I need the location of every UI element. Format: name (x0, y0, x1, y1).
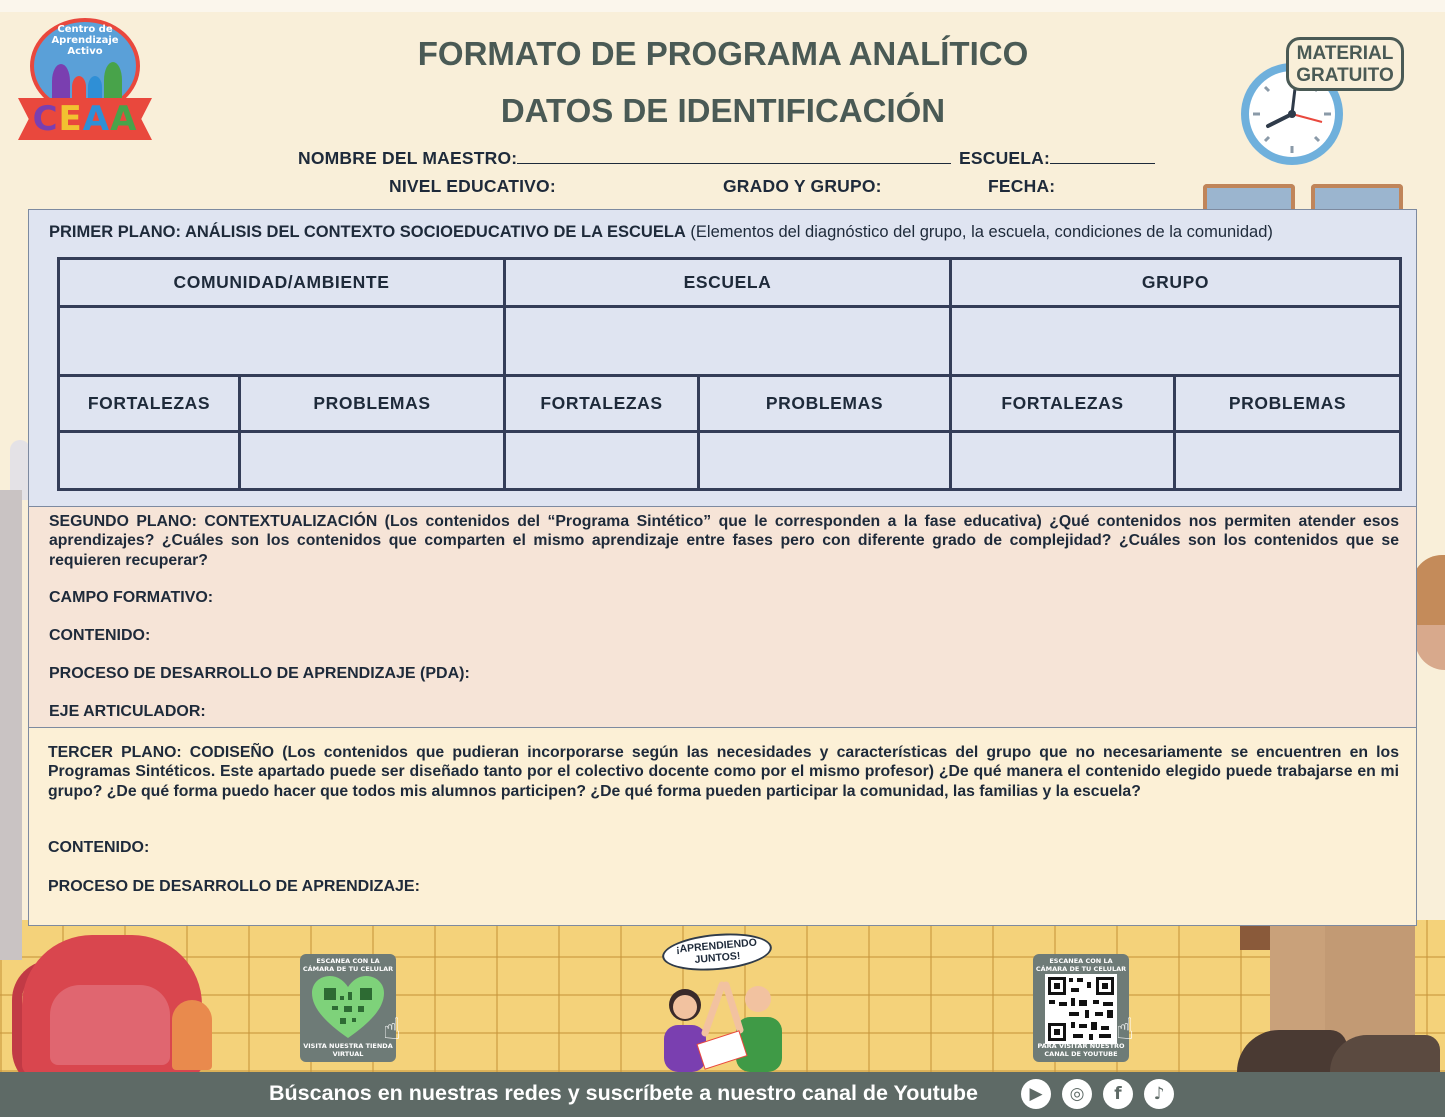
badge-line2: GRATUITO (1296, 65, 1394, 86)
codiseno-proceso-label[interactable]: PROCESO DE DESARROLLO DE APRENDIZAJE: (48, 878, 420, 895)
comunidad-fortalezas-header: FORTALEZAS (59, 376, 240, 432)
left-post (0, 490, 22, 960)
person-leg (1270, 925, 1330, 1045)
logo-letters: CEAA (32, 99, 138, 139)
qr-youtube-card[interactable] (1033, 954, 1129, 1062)
teacher-field[interactable] (298, 147, 951, 169)
comunidad-fortalezas-cell[interactable] (59, 432, 240, 490)
eje-articulador-label[interactable]: EJE ARTICULADOR: (49, 703, 206, 720)
wall-top (0, 0, 1445, 12)
contenido-label[interactable]: CONTENIDO: (49, 627, 151, 644)
primer-plano-title: PRIMER PLANO: ANÁLISIS DEL CONTEXTO SOCIOEDUCATIVO DE LA ESCUELA (49, 223, 686, 241)
desk-leg (1240, 925, 1270, 950)
facebook-icon[interactable]: f (1103, 1079, 1133, 1109)
school-line[interactable] (1050, 147, 1155, 164)
qr-youtube-footer: PARA VISITAR NUESTRO CANAL DE YOUTUBE (1037, 1042, 1125, 1058)
ceaa-logo (18, 14, 152, 138)
tercer-plano-panel (28, 728, 1417, 926)
qr-youtube-caption: ESCANEA CON LA CÁMARA DE TU CELULAR (1035, 957, 1127, 973)
teacher-line[interactable] (517, 147, 951, 164)
footer-text: Búscanos en nuestras redes y suscríbete a nuestro canal de Youtube (269, 1081, 978, 1105)
material-gratuito-badge (1286, 37, 1404, 91)
escuela-problemas-header: PROBLEMAS (699, 376, 951, 432)
logo-arc-text: Centro de Aprendizaje Activo (51, 24, 119, 57)
column-grupo: GRUPO (951, 259, 1401, 307)
heart-qr-icon (312, 976, 384, 1040)
tercer-plano-text: TERCER PLANO: CODISEÑO (Los contenidos que pudieran incorporarse según las necesidades y características del grupo que no necesariamente se encuentren en los Programas Sintéticos. Este apartado puede ser diseñado tanto por el colectivo docente como por el mismo profesor) ¿De qué manera el contenido elegido puede trabajarse en mi grupo? ¿De qué forma puedo hacer que todos mis alumnos participen? ¿De qué forma pueden participar la comunidad, las familias y la escuela? (48, 744, 1399, 800)
school-field[interactable] (959, 147, 1155, 169)
person-leg (1325, 925, 1415, 1045)
comunidad-problemas-cell[interactable] (240, 432, 505, 490)
pointer-hand-icon: ☝ (1116, 1012, 1135, 1047)
primer-plano-note: (Elementos del diagnóstico del grupo, la escuela, condiciones de la comunidad) (690, 223, 1273, 241)
column-comunidad: COMUNIDAD/AMBIENTE (59, 259, 505, 307)
comunidad-problemas-header: PROBLEMAS (240, 376, 505, 432)
primer-plano-heading (49, 222, 1399, 242)
date-label: FECHA: (988, 176, 1056, 196)
codiseno-contenido-label[interactable]: CONTENIDO: (48, 839, 150, 856)
icecream-illustration (172, 1000, 212, 1070)
backpack-pocket (50, 985, 170, 1065)
qr-code-icon (1045, 974, 1117, 1044)
grade-label: GRADO Y GRUPO: (723, 176, 882, 196)
grupo-fortalezas-header: FORTALEZAS (951, 376, 1175, 432)
segundo-plano-panel (28, 507, 1417, 728)
grupo-cell[interactable] (951, 307, 1401, 376)
qr-tienda-footer: VISITA NUESTRA TIENDA VIRTUAL (303, 1042, 393, 1058)
badge-line1: MATERIAL (1296, 43, 1394, 64)
instagram-icon[interactable]: ◎ (1062, 1079, 1092, 1109)
escuela-fortalezas-header: FORTALEZAS (505, 376, 699, 432)
pda-label[interactable]: PROCESO DE DESARROLLO DE APRENDIZAJE (PDA): (49, 665, 470, 682)
segundo-plano-text: SEGUNDO PLANO: CONTEXTUALIZACIÓN (Los contenidos del “Programa Sintético” que le corresponden a la fase educativa) ¿Qué contenidos nos permiten atender esos aprendizajes? ¿Cuáles son los contenidos que comparten el mismo aprendizaje entre fases pero con diferente grado de complejidad? ¿Cuáles son los contenidos que se requieren recuperar? (49, 513, 1399, 569)
teacher-label: NOMBRE DEL MAESTRO: (298, 148, 518, 168)
speech-bubble: ¡APRENDIENDO JUNTOS! (661, 929, 774, 974)
context-table (57, 257, 1402, 491)
qr-tienda-card[interactable] (300, 954, 396, 1062)
page-title: FORMATO DE PROGRAMA ANALÍTICO (417, 35, 1029, 72)
person-shoe (1330, 1035, 1440, 1072)
comunidad-cell[interactable] (59, 307, 505, 376)
qr-tienda-caption: ESCANEA CON LA CÁMARA DE TU CELULAR (302, 957, 394, 973)
escuela-fortalezas-cell[interactable] (505, 432, 699, 490)
pointer-hand-icon: ☝ (383, 1012, 402, 1047)
escuela-cell[interactable] (505, 307, 951, 376)
escuela-problemas-cell[interactable] (699, 432, 951, 490)
grupo-problemas-header: PROBLEMAS (1175, 376, 1401, 432)
tiktok-icon[interactable]: ♪ (1144, 1079, 1174, 1109)
logo-people (52, 58, 122, 98)
school-label: ESCUELA: (959, 148, 1051, 168)
youtube-icon[interactable]: ▶ (1021, 1079, 1051, 1109)
primer-plano-panel (28, 209, 1417, 507)
grupo-problemas-cell[interactable] (1175, 432, 1401, 490)
page-subtitle: DATOS DE IDENTIFICACIÓN (500, 92, 946, 129)
level-label: NIVEL EDUCATIVO: (389, 176, 556, 196)
grupo-fortalezas-cell[interactable] (951, 432, 1175, 490)
campo-formativo-label[interactable]: CAMPO FORMATIVO: (49, 589, 214, 606)
column-escuela: ESCUELA (505, 259, 951, 307)
teachers-illustration (650, 975, 800, 1072)
